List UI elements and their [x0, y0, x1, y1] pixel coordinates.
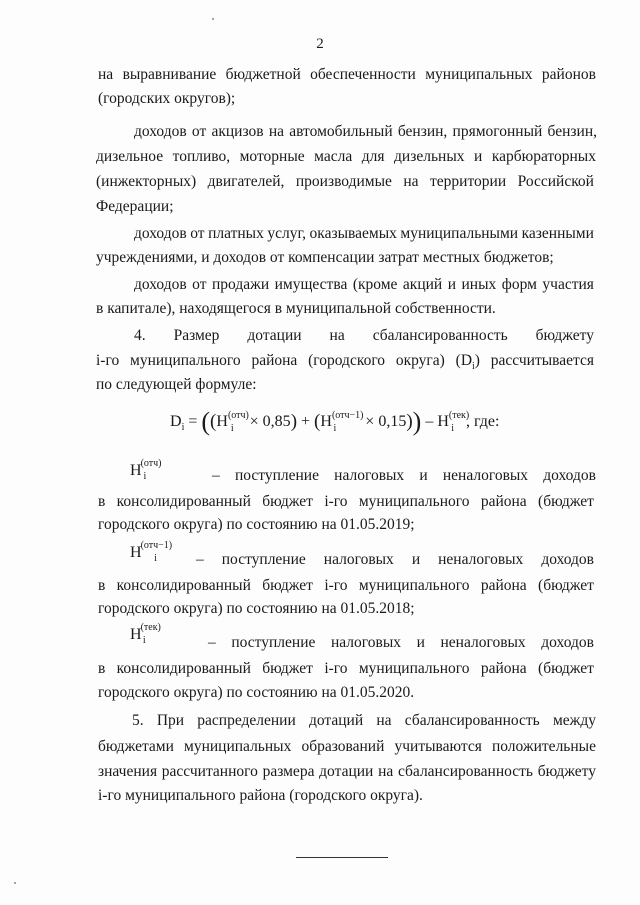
word: – — [212, 467, 220, 484]
word: i-го — [324, 660, 348, 677]
paragraph-line — [212, 466, 596, 486]
word: на — [98, 66, 114, 83]
word: муниципальных — [184, 738, 292, 755]
word: неналоговых — [442, 467, 529, 484]
word: форм — [501, 276, 537, 293]
word: прямогонный — [452, 123, 543, 140]
word: 5. — [132, 712, 144, 729]
word: доходов — [541, 634, 594, 651]
word: налоговых — [334, 467, 405, 484]
word: района — [480, 660, 527, 677]
word: на — [268, 123, 284, 140]
word: и — [447, 276, 457, 293]
word: доходов — [134, 276, 187, 293]
word: положительные — [491, 738, 596, 755]
word: карбюраторных — [491, 148, 596, 165]
scan-speck — [212, 18, 214, 20]
paragraph-line — [98, 492, 594, 512]
paragraph-line — [98, 737, 596, 757]
word: от — [191, 123, 207, 140]
word: поступление — [234, 467, 319, 484]
word: бюджету — [537, 763, 596, 780]
word: услуг, — [267, 225, 306, 242]
word: на — [403, 173, 419, 190]
word: иных — [461, 276, 497, 293]
word: производимые — [295, 173, 392, 190]
word: неналоговых — [438, 551, 524, 568]
paragraph-line — [134, 275, 594, 295]
word: дотации — [319, 763, 374, 780]
word: участия — [542, 276, 594, 293]
word: продажи — [212, 276, 270, 293]
word: бензин, — [547, 123, 597, 140]
word: бюджет — [262, 493, 313, 510]
variable-symbol: $H^{(отч)}_i$ — [130, 458, 162, 482]
paragraph-line — [134, 326, 594, 346]
variable-symbol: $H^{(тек)}_i$ — [130, 622, 161, 646]
word: размера — [262, 763, 315, 780]
word: консолидированный — [116, 660, 251, 677]
word: – — [208, 634, 216, 651]
word: (бюджет — [538, 577, 594, 594]
word: казенными — [521, 225, 594, 242]
word: платных — [208, 225, 264, 242]
word: на — [329, 327, 345, 344]
word: распределении — [197, 712, 296, 729]
word: налоговых — [323, 551, 394, 568]
word: поступление — [231, 634, 316, 651]
word: районов — [541, 66, 596, 83]
word: муниципального — [358, 493, 470, 510]
word: двигателей, — [207, 173, 285, 190]
paragraph-line: городского округа) по состоянию на 01.05.2020. — [98, 684, 415, 701]
word: консолидированный — [116, 577, 251, 594]
paragraph-line — [96, 147, 596, 167]
word: имущества — [274, 276, 348, 293]
paragraph-line — [134, 122, 597, 142]
paragraph-line: учреждениями, и доходов от компенсации затрат местных бюджетов; — [96, 249, 554, 266]
word: автомобильный — [289, 123, 393, 140]
word: (бюджет — [538, 660, 594, 677]
paragraph-line — [134, 224, 594, 244]
word: 4. — [134, 327, 146, 344]
paragraph-line: Федерации; — [96, 198, 174, 215]
paragraph-line — [196, 550, 594, 570]
word: дотации — [247, 327, 302, 344]
word: неналоговых — [440, 634, 526, 651]
word: доходов — [134, 225, 187, 242]
word: дотаций — [308, 712, 364, 729]
word: территории — [430, 173, 507, 190]
paragraph-line — [132, 711, 596, 731]
paragraph-line: в капитале), находящегося в муниципальной собственности. — [96, 300, 496, 317]
paragraph-line: городского округа) по состоянию на 01.05.2019; — [98, 516, 415, 533]
word: муниципальными — [400, 225, 519, 242]
formula: $D_i = ((H^{(отч)}_i \times 0,85) + (H^{(отч-1)}_i \times 0,15)) - H^{(тек)}_i$ , где: — [170, 407, 500, 436]
paragraph-line: i-го муниципального района (городского округа). — [98, 787, 423, 804]
word: i-го — [324, 577, 348, 594]
word: масла — [314, 148, 353, 165]
word: рассчитанного — [161, 763, 258, 780]
word: бюджетами — [98, 738, 174, 755]
word: и — [416, 634, 425, 651]
word: При — [156, 712, 185, 729]
paragraph-line: по следующей формуле: — [96, 376, 257, 393]
word: обеспеченности — [310, 66, 416, 83]
word: на — [376, 712, 392, 729]
paragraph-line: городского округа) по состоянию на 01.05.2018; — [98, 600, 415, 617]
word: и — [411, 551, 421, 568]
word: Российской — [517, 173, 594, 190]
paragraph-line: (городских округов); — [98, 90, 236, 107]
paragraph-line — [98, 659, 594, 679]
closing-rule — [296, 857, 388, 858]
word: на — [378, 763, 394, 780]
variable-symbol: $H^{(отч-1)}_i$ — [130, 540, 173, 564]
paragraph-line — [98, 762, 596, 782]
paragraph-line: i-го муниципального района (городского округа) $(D_i)$ рассчитывается — [96, 352, 594, 372]
word: поступление — [221, 551, 306, 568]
word: бюджет — [262, 660, 313, 677]
word: от — [190, 225, 205, 242]
word: бюджет — [262, 577, 313, 594]
page-number: 2 — [316, 36, 324, 52]
word: (бюджет — [538, 493, 594, 510]
word: муниципальных — [425, 66, 533, 83]
word: выравнивание — [122, 66, 217, 83]
word: бензин, — [397, 123, 448, 140]
word: сбалансированность — [404, 712, 540, 729]
word: в — [98, 577, 106, 594]
paragraph-line — [96, 172, 594, 192]
word: Размер — [173, 327, 220, 344]
word: налоговых — [330, 634, 401, 651]
word: бюджету — [535, 327, 594, 344]
word: бюджетной — [225, 66, 301, 83]
word: (инжекторных) — [96, 173, 197, 190]
word: акций — [402, 276, 443, 293]
word: и — [474, 148, 483, 165]
scan-speck — [14, 882, 16, 884]
word: консолидированный — [116, 493, 251, 510]
word: для — [361, 148, 385, 165]
word: в — [98, 660, 106, 677]
word: района — [480, 577, 527, 594]
word: дизельное — [96, 148, 164, 165]
word: в — [98, 493, 106, 510]
paragraph-line — [98, 576, 594, 596]
paragraph-line — [208, 633, 594, 653]
word: моторные — [239, 148, 305, 165]
word: значения — [98, 763, 158, 780]
word: сбалансированность — [372, 327, 508, 344]
word: муниципального — [358, 577, 470, 594]
word: акцизов — [211, 123, 264, 140]
word: дизельных — [394, 148, 465, 165]
word: i-го — [324, 493, 348, 510]
word: топливо, — [172, 148, 231, 165]
word: доходов — [541, 551, 594, 568]
paragraph-line — [98, 65, 596, 85]
word: между — [552, 712, 596, 729]
word: оказываемых — [309, 225, 397, 242]
word: образований — [301, 738, 385, 755]
word: района — [480, 493, 527, 510]
word: доходов — [543, 467, 596, 484]
word: муниципального — [358, 660, 470, 677]
word: от — [192, 276, 207, 293]
word: доходов — [134, 123, 187, 140]
word: (кроме — [352, 276, 398, 293]
word: учитываются — [394, 738, 482, 755]
word: – — [196, 551, 204, 568]
word: и — [419, 467, 428, 484]
word: сбалансированность — [397, 763, 533, 780]
